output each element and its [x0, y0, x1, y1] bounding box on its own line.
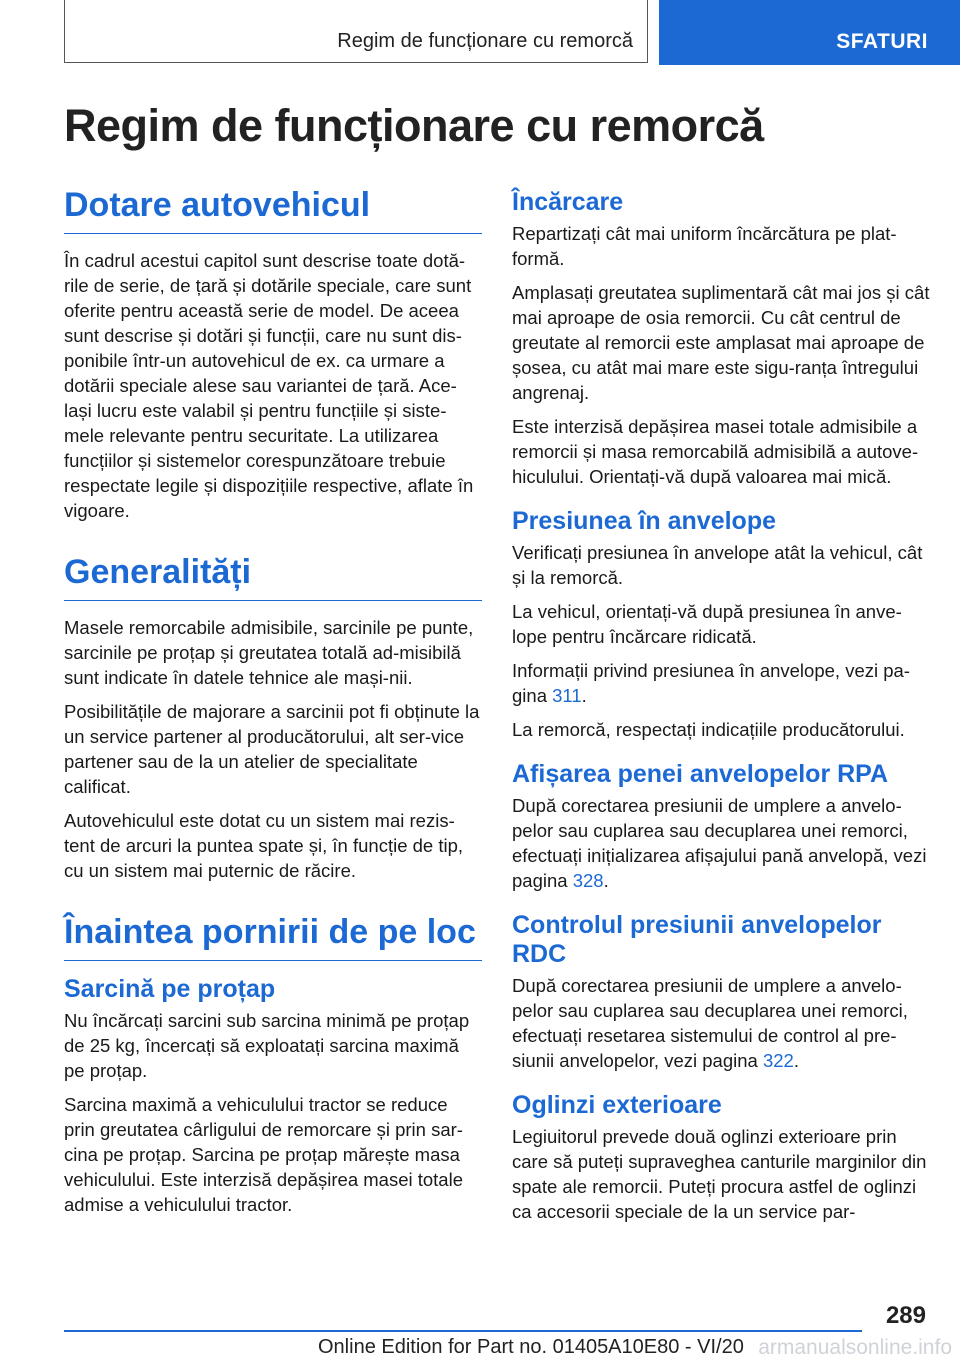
- watermark: armanualsonline.info: [758, 1336, 952, 1359]
- page-number: 289: [885, 1302, 926, 1329]
- paragraph-presiunea-3: [512, 658, 930, 708]
- paragraph-sarcina-1: Nu încărcați sarcini sub sarcina minimă pe proțap de 25 kg, încercați să exploatați sarcina maximă pe proțap.: [64, 1010, 470, 1081]
- paragraph-presiunea-3-end: .: [581, 685, 587, 706]
- heading-inaintea: Înaintea pornirii de pe loc: [64, 913, 482, 961]
- paragraph-presiunea-3-text: Informații privind presiunea în anvelope, vezi pa-gina: [512, 660, 910, 706]
- subheading-sarcina: Sarcină pe proțap: [64, 975, 276, 1003]
- page-link-328[interactable]: 328: [572, 870, 604, 891]
- paragraph-rdc-end: .: [793, 1050, 799, 1071]
- page-title: Regim de funcționare cu remorcă: [64, 100, 764, 151]
- heading-generalitati: Generalități: [64, 553, 482, 601]
- subheading-rpa: Afișarea penei anvelopelor RPA: [512, 760, 889, 788]
- paragraph-presiunea-2: La vehicul, orientați-vă după presiunea în anve-lope pentru încărcare ridicată.: [512, 601, 902, 647]
- paragraph-presiunea-4: La remorcă, respectați indicațiile producătorului.: [512, 719, 905, 740]
- subheading-rdc: Controlul presiunii anvelopelor RDC: [512, 911, 882, 968]
- right-column: [512, 188, 930, 1233]
- paragraph-incarcare-3: Este interzisă depășirea masei totale admisibile a remorcii și masa remorcabilă admisibilă a autove-hiculului. Orientați-vă după valoarea mai mică.: [512, 416, 919, 487]
- paragraph-rdc-text: După corectarea presiunii de umplere a anvelo-pelor sau cuplarea sau decuplarea unei remorci, efectuați resetarea sistemului de control al pre-siunii anvelopelor, vezi pagina: [512, 975, 908, 1071]
- paragraph-rpa-end: .: [603, 870, 609, 891]
- paragraph-oglinzi: Legiuitorul prevede două oglinzi exterioare prin care să puteți supraveghea canturile marginilor din spate ale remorcii. Puteți procura astfel de oglinzi ca accesorii speciale de la un service par-: [512, 1126, 927, 1222]
- left-column: [64, 186, 482, 1226]
- subheading-oglinzi: Oglinzi exterioare: [512, 1091, 722, 1119]
- subheading-presiunea: Presiunea în anvelope: [512, 507, 776, 535]
- paragraph-generalitati-1: Masele remorcabile admisibile, sarcinile pe punte, sarcinile pe proțap și greutatea totală ad-misibilă sunt indicate în datele tehnice ale mași-nii.: [64, 617, 474, 688]
- footer-divider: [64, 1330, 862, 1332]
- header-tab-label: SFATURI: [836, 30, 928, 53]
- header-tab[interactable]: [659, 0, 960, 65]
- page-link-311[interactable]: 311: [552, 685, 582, 706]
- paragraph-generalitati-2: Posibilitățile de majorare a sarcinii pot fi obținute la un service partener al producătorului, alt ser-vice partener sau de la un atelier de specialitate calificat.: [64, 701, 480, 797]
- heading-dotare: Dotare autovehicul: [64, 186, 482, 234]
- header-box: [64, 0, 648, 63]
- paragraph-presiunea-1: Verificați presiunea în anvelope atât la vehicul, cât și la remorcă.: [512, 542, 923, 588]
- paragraph-incarcare-1: Repartizați cât mai uniform încărcătura pe plat-formă.: [512, 223, 897, 269]
- paragraph-rdc: [512, 973, 930, 1073]
- paragraph-rpa: [512, 793, 930, 893]
- subheading-incarcare: Încărcare: [512, 188, 624, 216]
- paragraph-incarcare-2: Amplasați greutatea suplimentară cât mai jos și cât mai aproape de osia remorcii. Cu cât centrul de greutate al remorcii este amplasat mai aproape de șosea, cu atât mai mare este sigu-ranța întregului angrenaj.: [512, 282, 930, 403]
- header-section-title: Regim de funcționare cu remorcă: [337, 30, 633, 52]
- footer-edition: Online Edition for Part no. 01405A10E80 - VI/20: [318, 1336, 744, 1358]
- page-link-322[interactable]: 322: [762, 1050, 794, 1071]
- paragraph-dotare: În cadrul acestui capitol sunt descrise toate dotă-rile de serie, de țară și dotările speciale, care sunt oferite pentru această serie de model. De aceea sunt descrise și dotări și funcții, care nu sunt dis-ponibile într-un autovehicul de ex. ca urmare a dotării speciale alese sau variantei de țară. Ace-lași lucru este valabil și pentru funcțiile și siste-mele relevante pentru securitate. La utilizarea funcțiilor și sistemelor corespunzătoare trebuie respectate legile și dispozițiile respective, aflate în vigoare.: [64, 250, 474, 521]
- paragraph-sarcina-2: Sarcina maximă a vehiculului tractor se reduce prin greutatea cârligului de remorcare și prin sar-cina pe proțap. Sarcina pe proțap mărește masa vehiculului. Este interzisă depășirea masei totale admise a vehiculului tractor.: [64, 1094, 463, 1215]
- paragraph-generalitati-3: Autovehiculul este dotat cu un sistem mai rezis-tent de arcuri la puntea spate și, în funcție de tip, cu un sistem mai puternic de răcire.: [64, 810, 464, 881]
- paragraph-rpa-text: După corectarea presiunii de umplere a anvelo-pelor sau cuplarea sau decuplarea unei remorci, efectuați inițializarea afișajului pană anvelopă, vezi pagina: [512, 795, 927, 891]
